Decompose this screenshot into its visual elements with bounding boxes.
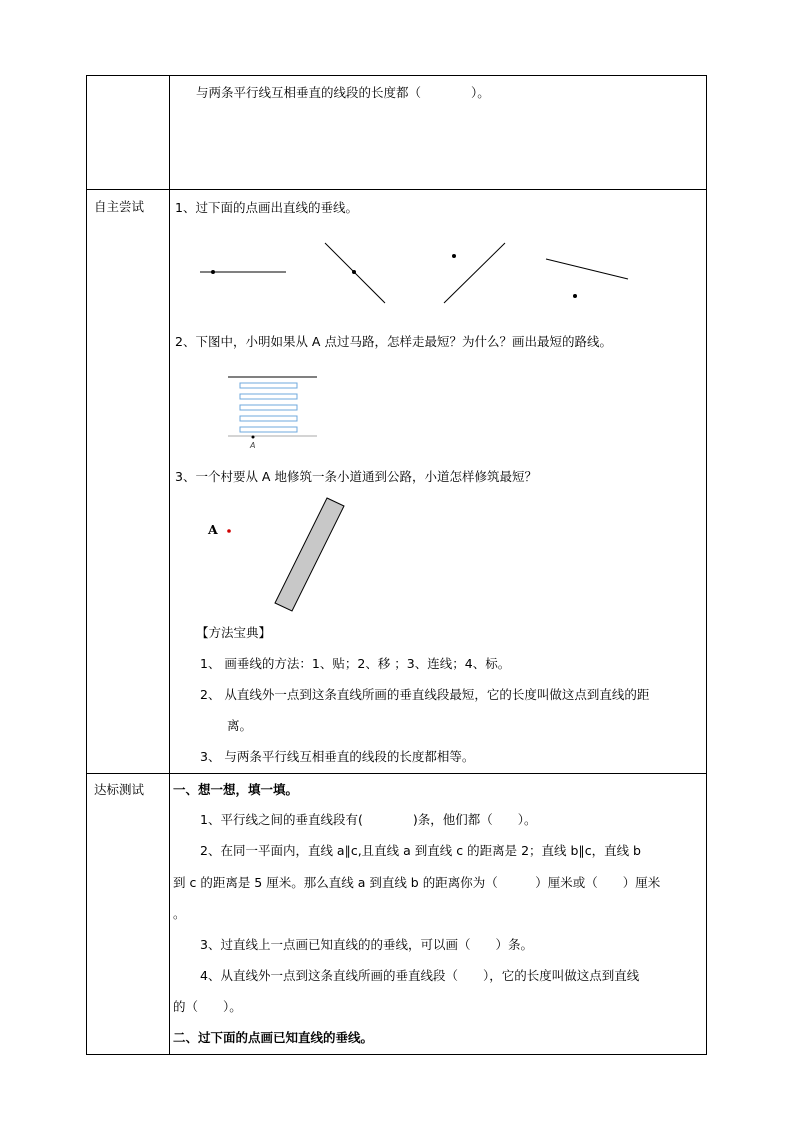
fill-question-4-line-1: 4、从直线外一点到这条直线所画的垂直线段（ ），它的长度叫做这点到直线	[200, 968, 640, 983]
q2-road-figure	[228, 377, 317, 439]
fill-question-2-line-3: 。	[173, 906, 186, 921]
q3-point-label: A	[208, 522, 218, 537]
row-label-test: 达标测试	[94, 782, 145, 797]
method-3: 3、 与两条平行线互相垂直的线段的长度都相等。	[200, 749, 475, 764]
q2-point-label: A	[250, 441, 256, 450]
method-2-line-2: 离。	[227, 718, 253, 733]
q1-figure-2	[325, 243, 385, 303]
question-1: 1、过下面的点画出直线的垂线。	[175, 200, 358, 215]
fill-question-3: 3、过直线上一点画已知直线的的垂线，可以画（ ）条。	[200, 937, 533, 952]
q3-point-a	[227, 529, 231, 533]
method-title: 【方法宝典】	[196, 625, 272, 640]
question-3: 3、一个村要从 A 地修筑一条小道通到公路，小道怎样修筑最短？	[175, 469, 537, 484]
row-label-self-try: 自主尝试	[94, 199, 145, 214]
fill-question-4-line-2: 的（ ）。	[173, 999, 242, 1014]
question-2: 2、下图中，小明如果从 A 点过马路，怎样走最短？为什么？画出最短的路线。	[175, 334, 612, 349]
q1-figure-1	[200, 270, 286, 274]
section-2-title: 二、过下面的点画已知直线的垂线。	[173, 1030, 374, 1045]
fill-question-1: 1、平行线之间的垂直线段有( )条，他们都（ ）。	[200, 812, 537, 827]
fill-question-2-line-1: 2、在同一平面内，直线 a∥c,且直线 a 到直线 c 的距离是 2；直线 b∥c，直线 b	[200, 843, 641, 858]
fill-question-2-line-2: 到 c 的距离是 5 厘米。那么直线 a 到直线 b 的距离你为（ ）厘米或（ ）厘米	[173, 875, 661, 890]
q1-figure-3	[444, 243, 505, 303]
method-1: 1、 画垂线的方法：1、贴；2、移 ；3、连线；4、标。	[200, 656, 511, 671]
row1-text: 与两条平行线互相垂直的线段的长度都（ ）。	[196, 85, 490, 100]
section-1-title: 一、想一想，填一填。	[173, 782, 299, 797]
q1-figure-4	[546, 259, 628, 298]
q3-road-figure	[227, 498, 344, 611]
method-2-line-1: 2、 从直线外一点到这条直线所画的垂直线段最短，它的长度叫做这点到直线的距	[200, 687, 650, 702]
